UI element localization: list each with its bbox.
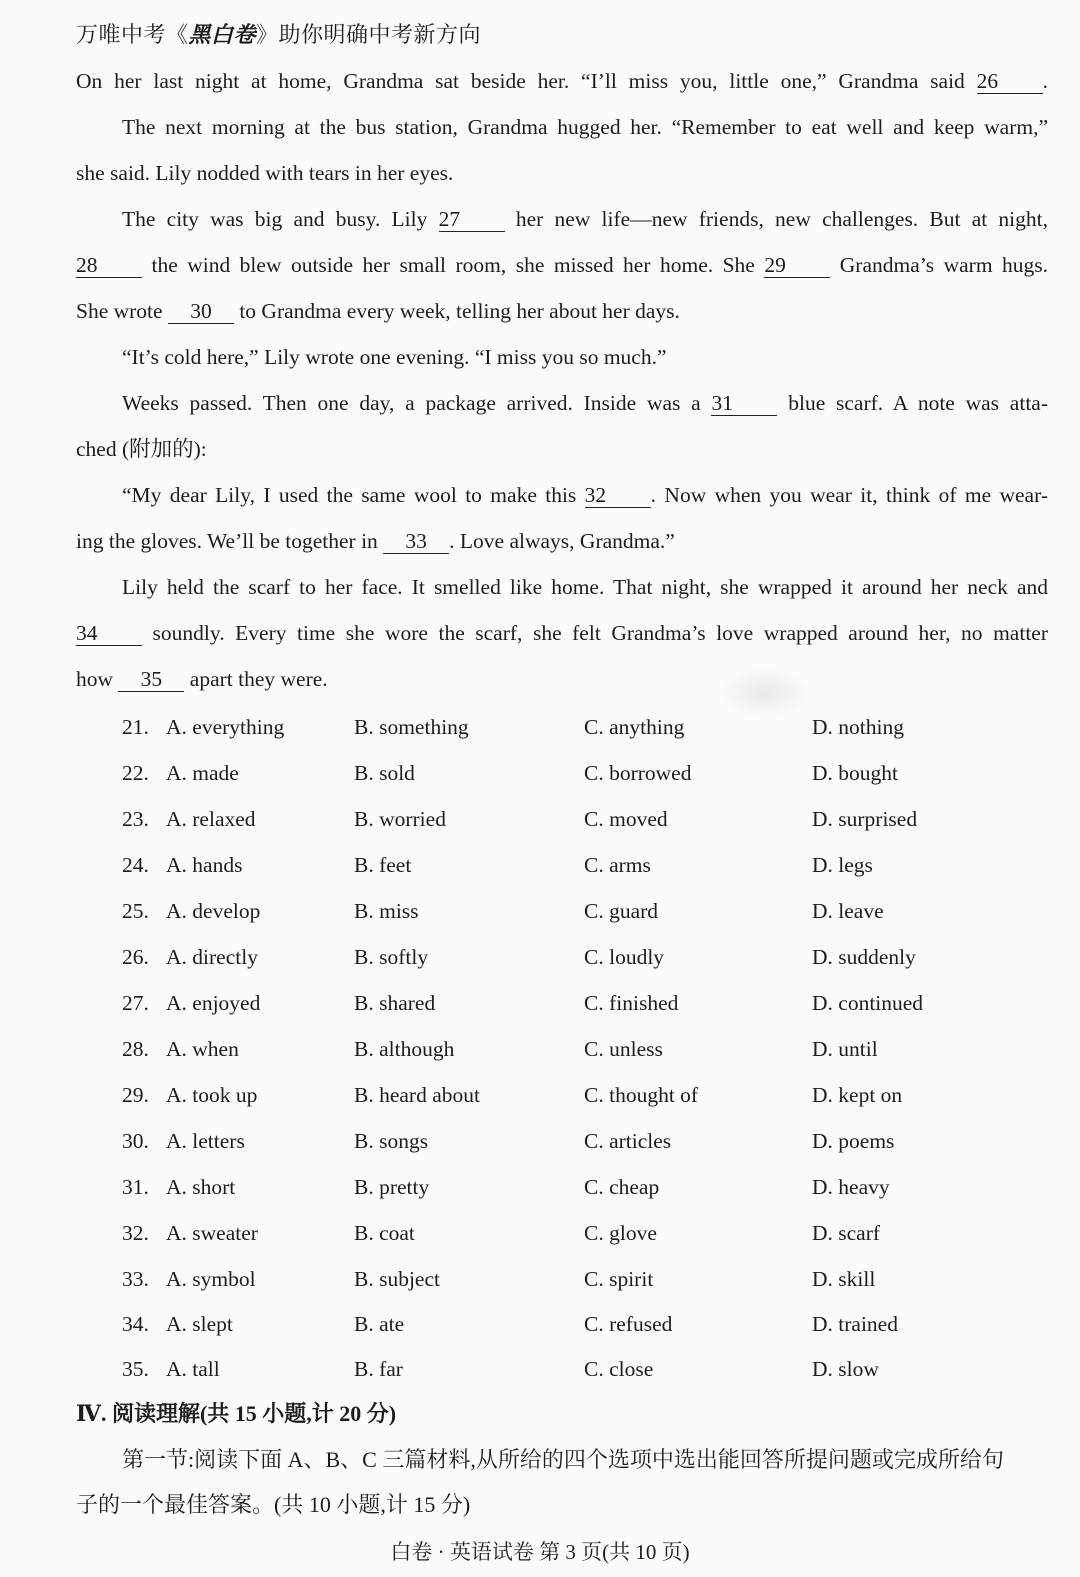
passage-line-2: The next morning at the bus station, Grandma hugged her. “Remember to eat well and keep warm,” [122,115,1048,139]
option-a: A. directly [166,945,258,969]
option-d: D. until [812,1037,878,1061]
option-b: B. subject [354,1267,440,1291]
blank-30: 30 [168,299,234,324]
option-b: B. coat [354,1221,415,1245]
option-a: A. sweater [166,1221,258,1245]
option-b: B. heard about [354,1083,480,1107]
option-d: D. legs [812,853,873,877]
option-a: A. took up [166,1083,258,1107]
option-d: D. leave [812,899,884,923]
option-row-23: 23. A. relaxed B. worried C. moved D. surprised [122,804,1022,834]
option-a: A. enjoyed [166,991,261,1015]
passage-line-4: The city was big and busy. Lily 27 her new life—new friends, new challenges. But at night, [122,207,1049,231]
option-row-29: 29. A. took up B. heard about C. thought of D. kept on [122,1080,1022,1110]
option-a: A. short [166,1175,236,1199]
option-b: B. although [354,1037,455,1061]
option-b: B. sold [354,761,415,785]
option-c: C. close [584,1357,654,1381]
passage-line-6: She wrote 30 to Grandma every week, telling her about her days. [76,299,680,323]
passage-line-5: 28 the wind blew outside her small room, she missed her home. She 29 Grandma’s warm hugs. [76,253,1049,277]
option-b: B. ate [354,1312,405,1336]
option-b: B. softly [354,945,429,969]
option-d: D. scarf [812,1221,881,1245]
option-d: D. slow [812,1357,879,1381]
option-b: B. songs [354,1129,429,1153]
option-d: D. heavy [812,1175,890,1199]
option-a: A. letters [166,1129,245,1153]
option-c: C. guard [584,899,659,923]
option-d: D. kept on [812,1083,903,1107]
option-c: C. unless [584,1037,663,1061]
option-c: C. articles [584,1129,672,1153]
option-c: C. borrowed [584,761,692,785]
passage-line-10: “My dear Lily, I used the same wool to make this 32 . Now when you wear it, think of me wear- [122,483,1048,507]
option-row-31: 31. A. short B. pretty C. cheap D. heavy [122,1172,1022,1202]
option-row-30: 30. A. letters B. songs C. articles D. poems [122,1126,1022,1156]
option-b: B. miss [354,899,419,923]
page-footer: 白卷 · 英语试卷 第 3 页(共 10 页) [390,1540,690,1564]
option-c: C. refused [584,1312,673,1336]
section-intro-line-2: 子的一个最佳答案。(共 10 小题,计 15 分) [76,1492,471,1517]
option-c: C. moved [584,807,668,831]
option-row-24: 24. A. hands B. feet C. arms D. legs [122,850,1022,880]
option-b: B. far [354,1357,403,1381]
option-row-21: 21. A. everything B. something C. anything D. nothing [122,712,1022,742]
blank-32: 32 [585,483,651,508]
option-row-28: 28. A. when B. although C. unless D. until [122,1034,1022,1064]
option-row-25: 25. A. develop B. miss C. guard D. leave [122,896,1022,926]
option-a: A. symbol [166,1267,256,1291]
option-c: C. anything [584,715,685,739]
blank-33: 33 [383,529,449,554]
option-a: A. develop [166,899,261,923]
option-b: B. worried [354,807,446,831]
option-b: B. shared [354,991,436,1015]
option-d: D. continued [812,991,924,1015]
option-d: D. poems [812,1129,895,1153]
passage-line-12: Lily held the scarf to her face. It smelled like home. That night, she wrapped it around her neck and [122,575,1048,599]
option-c: C. thought of [584,1083,699,1107]
option-row-27: 27. A. enjoyed B. shared C. finished D. continued [122,988,1022,1018]
section-intro-line-1: 第一节:阅读下面 A、B、C 三篇材料,从所给的四个选项中选出能回答所提问题或完成所给句 [122,1447,1004,1472]
option-d: D. suddenly [812,945,916,969]
passage-line-11: ing the gloves. We’ll be together in 33 . Love always, Grandma.” [76,529,675,553]
passage-line-7: “It’s cold here,” Lily wrote one evening. “I miss you so much.” [122,345,667,369]
option-row-35: 35. A. tall B. far C. close D. slow [122,1354,1022,1384]
blank-31: 31 [711,391,777,416]
page-header [76,18,481,49]
option-d: D. trained [812,1312,898,1336]
option-a: A. everything [166,715,285,739]
option-a: A. when [166,1037,239,1061]
option-a: A. made [166,761,239,785]
option-c: C. finished [584,991,679,1015]
passage-line-1: On her last night at home, Grandma sat beside her. “I’ll miss you, little one,” Grandma said 26 . [76,69,1048,93]
header-suffix: 》助你明确中考新方向 [256,22,482,47]
blank-35: 35 [118,667,184,692]
option-a: A. slept [166,1312,233,1336]
option-row-32: 32. A. sweater B. coat C. glove D. scarf [122,1218,1022,1248]
option-c: C. arms [584,853,651,877]
option-b: B. something [354,715,469,739]
passage-line-14: how 35 apart they were. [76,667,328,691]
blank-34: 34 [76,621,142,646]
option-d: D. surprised [812,807,918,831]
option-row-26: 26. A. directly B. softly C. loudly D. suddenly [122,942,1022,972]
blank-27: 27 [439,207,505,232]
blank-29: 29 [764,253,830,278]
option-c: C. glove [584,1221,657,1245]
option-row-34: 34. A. slept B. ate C. refused D. trained [122,1309,1022,1339]
option-d: D. bought [812,761,898,785]
section-title: Ⅳ. 阅读理解(共 15 小题,计 20 分) [76,1401,397,1426]
passage-line-13: 34 soundly. Every time she wore the scarf, she felt Grandma’s love wrapped around her, no matter [76,621,1048,645]
header-prefix: 万唯中考《 [76,22,189,47]
passage-line-8: Weeks passed. Then one day, a package arrived. Inside was a 31 blue scarf. A note was atta- [122,391,1048,415]
header-brand: 黑白卷 [188,22,257,47]
option-b: B. pretty [354,1175,430,1199]
option-a: A. tall [166,1357,220,1381]
option-c: C. spirit [584,1267,654,1291]
blank-26: 26 [977,69,1043,94]
option-d: D. skill [812,1267,876,1291]
option-a: A. relaxed [166,807,256,831]
passage-line-3: she said. Lily nodded with tears in her eyes. [76,161,454,185]
option-d: D. nothing [812,715,904,739]
option-c: C. loudly [584,945,665,969]
option-row-22: 22. A. made B. sold C. borrowed D. bought [122,758,1022,788]
scan-smudge [720,668,810,718]
passage-line-9: ched (附加的): [76,437,207,461]
option-row-33: 33. A. symbol B. subject C. spirit D. skill [122,1264,1022,1294]
option-b: B. feet [354,853,412,877]
option-c: C. cheap [584,1175,660,1199]
option-a: A. hands [166,853,243,877]
blank-28: 28 [76,253,142,278]
